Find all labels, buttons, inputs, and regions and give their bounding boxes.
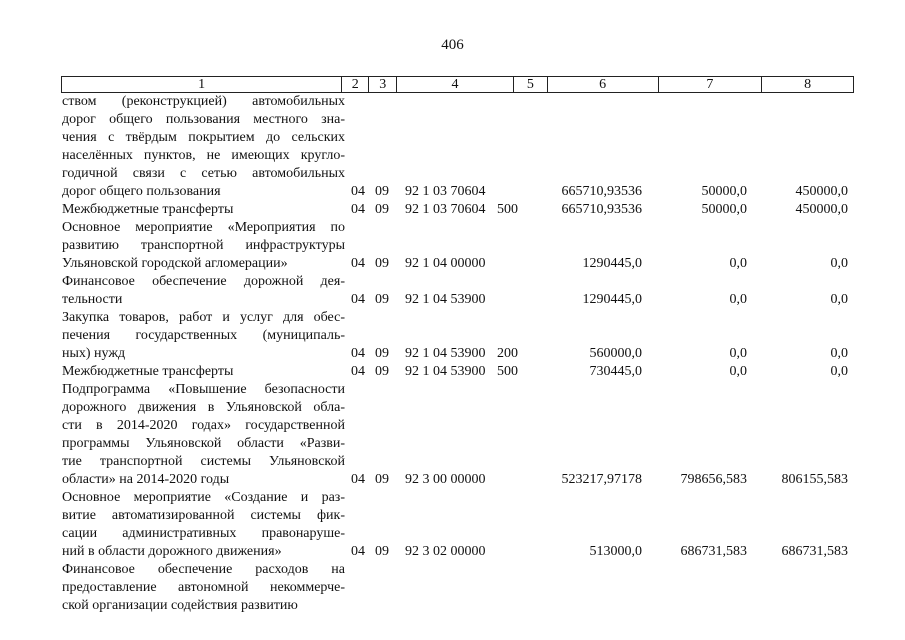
row-name-line: тие транспортной системы Ульяновской	[62, 454, 345, 469]
row-name-line: развитию транспортной инфраструктуры	[62, 238, 345, 253]
row-name-line: Основное мероприятие «Мероприятия по	[62, 220, 345, 235]
row-subsection: 09	[375, 202, 389, 217]
row-value-col8: 450000,0	[795, 202, 848, 217]
row-name-line: Финансовое обеспечение расходов на	[62, 562, 345, 577]
row-name-line: ской организации содействия развитию	[62, 598, 298, 613]
row-name-line: тельности	[62, 292, 123, 307]
row-name	[62, 273, 345, 309]
row-name-line: Межбюджетные трансферты	[62, 364, 234, 379]
row-name-line: населённых пунктов, не имеющих кругло-	[62, 148, 345, 163]
row-name	[62, 309, 345, 363]
row-subsection: 09	[375, 256, 389, 271]
row-subsection: 09	[375, 364, 389, 379]
row-expense-type: 500	[497, 202, 518, 217]
row-value-col6: 1290445,0	[582, 256, 642, 271]
row-name-line: годичной связи с сетью автомобильных	[62, 166, 345, 181]
row-value-col7: 50000,0	[701, 202, 747, 217]
row-target-code: 92 1 03 70604	[405, 184, 486, 199]
row-value-col7: 0,0	[729, 346, 747, 361]
row-subsection: 09	[375, 292, 389, 307]
row-name-line: предоставление автономной некоммерче-	[62, 580, 345, 595]
row-name-line: дорог общего пользования	[62, 184, 221, 199]
row-expense-type: 200	[497, 346, 518, 361]
row-section: 04	[351, 346, 365, 361]
row-name	[62, 201, 345, 219]
table-row	[62, 93, 854, 201]
row-value-col8: 0,0	[830, 346, 848, 361]
row-name-line: дорожного движения в Ульяновской обла-	[62, 400, 345, 415]
row-value-col7: 50000,0	[701, 184, 747, 199]
row-name-line: программы Ульяновской области «Разви-	[62, 436, 345, 451]
row-name-line: печения государственных (муниципаль-	[62, 328, 345, 343]
row-name-line: Ульяновской городской агломерации»	[62, 256, 288, 271]
table-row	[62, 381, 854, 489]
header-col-3: 3	[369, 77, 397, 92]
row-value-col6: 665710,93536	[561, 184, 642, 199]
row-target-code: 92 3 02 00000	[405, 544, 486, 559]
header-col-2: 2	[342, 77, 369, 92]
row-value-col6: 665710,93536	[561, 202, 642, 217]
table-body	[62, 93, 854, 615]
row-name-line: Подпрограмма «Повышение безопасности	[62, 382, 345, 397]
row-section: 04	[351, 256, 365, 271]
row-name-line: витие автоматизированной системы фик-	[62, 508, 345, 523]
row-value-col7: 686731,583	[680, 544, 747, 559]
row-name	[62, 381, 345, 489]
table-row	[62, 309, 854, 363]
header-col-7: 7	[659, 77, 763, 92]
row-name-line: дорог общего пользования местного зна-	[62, 112, 345, 127]
row-section: 04	[351, 364, 365, 379]
row-name	[62, 489, 345, 561]
row-value-col7: 0,0	[729, 292, 747, 307]
row-name-line: ний в области дорожного движения»	[62, 544, 282, 559]
row-section: 04	[351, 544, 365, 559]
row-name-line: чения с твёрдым покрытием до сельских	[62, 130, 345, 145]
header-col-8: 8	[804, 77, 812, 92]
row-value-col6: 513000,0	[589, 544, 642, 559]
row-name-line: Финансовое обеспечение дорожной дея-	[62, 274, 345, 289]
row-name-line: сти в 2014-2020 годах» государственной	[62, 418, 345, 433]
row-section: 04	[351, 472, 365, 487]
row-target-code: 92 1 04 00000	[405, 256, 486, 271]
row-name-line: Межбюджетные трансферты	[62, 202, 234, 217]
row-value-col8: 0,0	[830, 364, 848, 379]
row-value-col7: 0,0	[729, 364, 747, 379]
row-value-col6: 523217,97178	[561, 472, 642, 487]
row-name	[62, 561, 345, 615]
table-row	[62, 219, 854, 273]
row-subsection: 09	[375, 184, 389, 199]
page-number: 406	[441, 37, 464, 53]
table-row	[62, 273, 854, 309]
table-row	[62, 561, 854, 615]
row-section: 04	[351, 202, 365, 217]
header-col-4: 4	[397, 77, 514, 92]
row-name	[62, 93, 345, 201]
header-col-5: 5	[514, 77, 548, 92]
row-name-line: сации административных правонаруше-	[62, 526, 345, 541]
row-subsection: 09	[375, 472, 389, 487]
row-value-col7: 0,0	[729, 256, 747, 271]
row-target-code: 92 1 03 70604	[405, 202, 486, 217]
row-target-code: 92 3 00 00000	[405, 472, 486, 487]
row-target-code: 92 1 04 53900	[405, 346, 486, 361]
row-value-col8: 0,0	[830, 256, 848, 271]
row-subsection: 09	[375, 346, 389, 361]
row-name-line: области» на 2014-2020 годы	[62, 472, 230, 487]
row-section: 04	[351, 184, 365, 199]
row-value-col6: 560000,0	[589, 346, 642, 361]
row-expense-type: 500	[497, 364, 518, 379]
row-name-line: ных) нужд	[62, 346, 126, 361]
row-value-col8: 686731,583	[781, 544, 848, 559]
row-value-col8: 450000,0	[795, 184, 848, 199]
row-section: 04	[351, 292, 365, 307]
header-col-1: 1	[62, 77, 342, 92]
row-value-col8: 806155,583	[781, 472, 848, 487]
row-name-line: Основное мероприятие «Создание и раз-	[62, 490, 345, 505]
header-col-6: 6	[548, 77, 659, 92]
row-name	[62, 219, 345, 273]
row-value-col8: 0,0	[830, 292, 848, 307]
table-row	[62, 201, 854, 219]
row-value-col7: 798656,583	[680, 472, 747, 487]
row-value-col6: 1290445,0	[582, 292, 642, 307]
row-value-col6: 730445,0	[589, 364, 642, 379]
row-name-line: Закупка товаров, работ и услуг для обес-	[62, 310, 345, 325]
row-target-code: 92 1 04 53900	[405, 292, 486, 307]
row-target-code: 92 1 04 53900	[405, 364, 486, 379]
table-header	[61, 76, 854, 93]
row-subsection: 09	[375, 544, 389, 559]
table-row	[62, 489, 854, 561]
table-row	[62, 363, 854, 381]
row-name-line: ством (реконструкцией) автомобильных	[62, 94, 345, 109]
row-name	[62, 363, 345, 381]
